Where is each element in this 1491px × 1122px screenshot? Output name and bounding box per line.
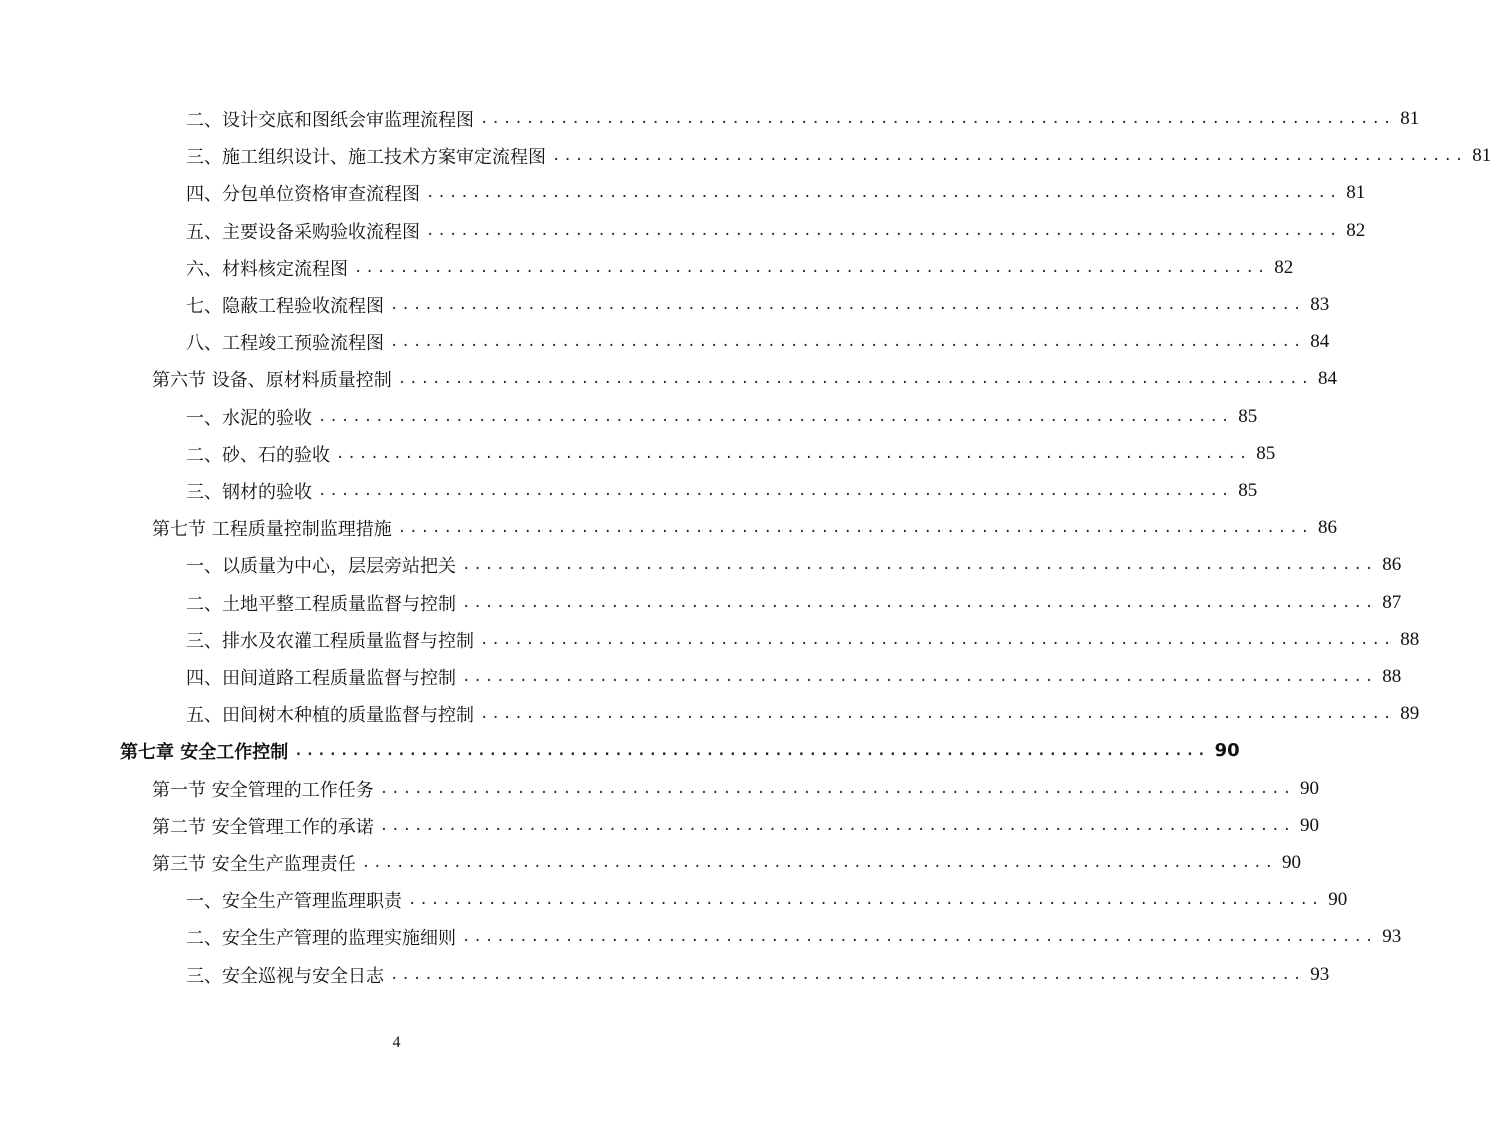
toc-entry[interactable] bbox=[186, 137, 1491, 174]
dot-leader: ................................................................................ bbox=[294, 742, 1209, 759]
dot-leader: ................................................................................ bbox=[480, 705, 1395, 722]
toc-entry-title: 六、材料核定流程图 bbox=[186, 258, 348, 280]
dot-leader: ................................................................................ bbox=[379, 817, 1295, 834]
toc-entry-title: 五、田间树木种植的质量监督与控制 bbox=[186, 704, 474, 726]
toc-entry[interactable] bbox=[152, 807, 1320, 844]
toc-entry-title: 三、钢材的验收 bbox=[186, 481, 312, 503]
dot-leader: ................................................................................ bbox=[361, 854, 1277, 871]
dot-leader: ................................................................................ bbox=[462, 556, 1377, 573]
toc-entry-title: 三、排水及农灌工程质量监督与控制 bbox=[186, 630, 474, 652]
toc-entry-title: 八、工程竣工预验流程图 bbox=[186, 332, 384, 354]
toc-entry-page: 82 bbox=[1346, 219, 1366, 241]
dot-leader: ................................................................................ bbox=[379, 780, 1295, 797]
toc-entry[interactable] bbox=[186, 249, 1294, 286]
toc-entry-page: 90 bbox=[1328, 888, 1348, 910]
toc-entry-page: 90 bbox=[1300, 777, 1320, 799]
toc-entry[interactable] bbox=[186, 546, 1402, 583]
toc-entry-page: 88 bbox=[1400, 628, 1420, 650]
toc-entry[interactable] bbox=[186, 472, 1258, 509]
dot-leader: ................................................................................ bbox=[408, 891, 1323, 908]
toc-entry-title: 三、施工组织设计、施工技术方案审定流程图 bbox=[186, 146, 546, 168]
toc-entry-title: 二、土地平整工程质量监督与控制 bbox=[186, 593, 456, 615]
toc-entry[interactable] bbox=[152, 360, 1338, 397]
toc-entry-title: 五、主要设备采购验收流程图 bbox=[186, 221, 420, 243]
dot-leader: ................................................................................ bbox=[397, 519, 1313, 536]
dot-leader: ................................................................................ bbox=[426, 222, 1341, 239]
toc-entry[interactable] bbox=[186, 286, 1330, 323]
toc-entry[interactable] bbox=[186, 584, 1402, 621]
toc-entry-page: 84 bbox=[1310, 330, 1330, 352]
toc-entry[interactable] bbox=[186, 956, 1330, 993]
toc-entry-page: 93 bbox=[1310, 963, 1330, 985]
toc-entry[interactable] bbox=[152, 844, 1302, 881]
toc-entry[interactable] bbox=[186, 323, 1330, 360]
toc-entry-page: 85 bbox=[1238, 479, 1258, 501]
toc-entry-title: 二、砂、石的验收 bbox=[186, 444, 330, 466]
toc-entry[interactable] bbox=[152, 509, 1338, 546]
toc-entry[interactable] bbox=[186, 918, 1402, 955]
toc-entry[interactable] bbox=[186, 174, 1366, 211]
toc-entry-title: 第七章 安全工作控制 bbox=[120, 741, 289, 763]
toc-entry[interactable] bbox=[186, 658, 1402, 695]
dot-leader: ................................................................................ bbox=[354, 259, 1269, 276]
dot-leader: ................................................................................ bbox=[462, 668, 1377, 685]
toc-entry-page: 86 bbox=[1382, 553, 1402, 575]
toc-entry[interactable] bbox=[186, 398, 1258, 435]
toc-entry-page: 84 bbox=[1318, 367, 1338, 389]
toc-entry-page: 89 bbox=[1400, 702, 1420, 724]
toc-entry-title: 七、隐蔽工程验收流程图 bbox=[186, 295, 384, 317]
toc-entry[interactable] bbox=[186, 621, 1420, 658]
toc-entry[interactable] bbox=[186, 695, 1420, 732]
dot-leader: ................................................................................ bbox=[426, 184, 1341, 201]
toc-entry-title: 第二节 安全管理工作的承诺 bbox=[152, 816, 374, 838]
toc-entry[interactable] bbox=[186, 100, 1420, 137]
toc-entry-page: 88 bbox=[1382, 665, 1402, 687]
dot-leader: ................................................................................ bbox=[390, 296, 1305, 313]
toc-entry-page: 81 bbox=[1472, 144, 1491, 166]
dot-leader: ................................................................................ bbox=[390, 333, 1305, 350]
toc-entry-page: 82 bbox=[1274, 256, 1294, 278]
toc-entry-title: 四、田间道路工程质量监督与控制 bbox=[186, 667, 456, 689]
toc-entry-page: 87 bbox=[1382, 591, 1402, 613]
toc-entry-title: 二、安全生产管理的监理实施细则 bbox=[186, 927, 456, 949]
toc-entry-page: 93 bbox=[1382, 925, 1402, 947]
dot-leader: ................................................................................ bbox=[397, 370, 1313, 387]
toc-entry[interactable] bbox=[120, 732, 1240, 769]
toc-entry-page: 81 bbox=[1400, 107, 1420, 129]
toc-entry-page: 90 bbox=[1282, 851, 1302, 873]
dot-leader: ................................................................................ bbox=[462, 594, 1377, 611]
toc-entry[interactable] bbox=[186, 212, 1366, 249]
toc-entry-page: 85 bbox=[1256, 442, 1276, 464]
toc-entry[interactable] bbox=[186, 881, 1348, 918]
toc-entry-title: 第六节 设备、原材料质量控制 bbox=[152, 369, 392, 391]
toc-entry-title: 第一节 安全管理的工作任务 bbox=[152, 779, 374, 801]
dot-leader: ................................................................................ bbox=[318, 482, 1233, 499]
toc-entry[interactable] bbox=[152, 770, 1320, 807]
toc-entry-page: 81 bbox=[1346, 181, 1366, 203]
toc-entry-title: 一、水泥的验收 bbox=[186, 407, 312, 429]
dot-leader: ................................................................................ bbox=[552, 147, 1467, 164]
toc-entry-title: 第七节 工程质量控制监理措施 bbox=[152, 518, 392, 540]
toc-entry-title: 一、以质量为中心，层层旁站把关 bbox=[186, 555, 456, 577]
toc-entry-page: 83 bbox=[1310, 293, 1330, 315]
toc-entry-page: 90 bbox=[1214, 740, 1240, 761]
toc-entry-title: 一、安全生产管理监理职责 bbox=[186, 890, 402, 912]
dot-leader: ................................................................................ bbox=[480, 110, 1395, 127]
toc-entry-page: 90 bbox=[1300, 814, 1320, 836]
toc-entry-page: 85 bbox=[1238, 405, 1258, 427]
toc-entry-title: 四、分包单位资格审查流程图 bbox=[186, 183, 420, 205]
toc-entry-page: 86 bbox=[1318, 516, 1338, 538]
dot-leader: ................................................................................ bbox=[390, 966, 1305, 983]
page-number: 4 bbox=[392, 1034, 401, 1051]
dot-leader: ................................................................................ bbox=[462, 928, 1377, 945]
dot-leader: ................................................................................ bbox=[480, 631, 1395, 648]
toc-entry[interactable] bbox=[186, 435, 1276, 472]
dot-leader: ................................................................................ bbox=[318, 408, 1233, 425]
toc-entry-title: 二、设计交底和图纸会审监理流程图 bbox=[186, 109, 474, 131]
dot-leader: ................................................................................ bbox=[336, 445, 1251, 462]
toc-entry-title: 第三节 安全生产监理责任 bbox=[152, 853, 356, 875]
toc-entry-title: 三、安全巡视与安全日志 bbox=[186, 965, 384, 987]
